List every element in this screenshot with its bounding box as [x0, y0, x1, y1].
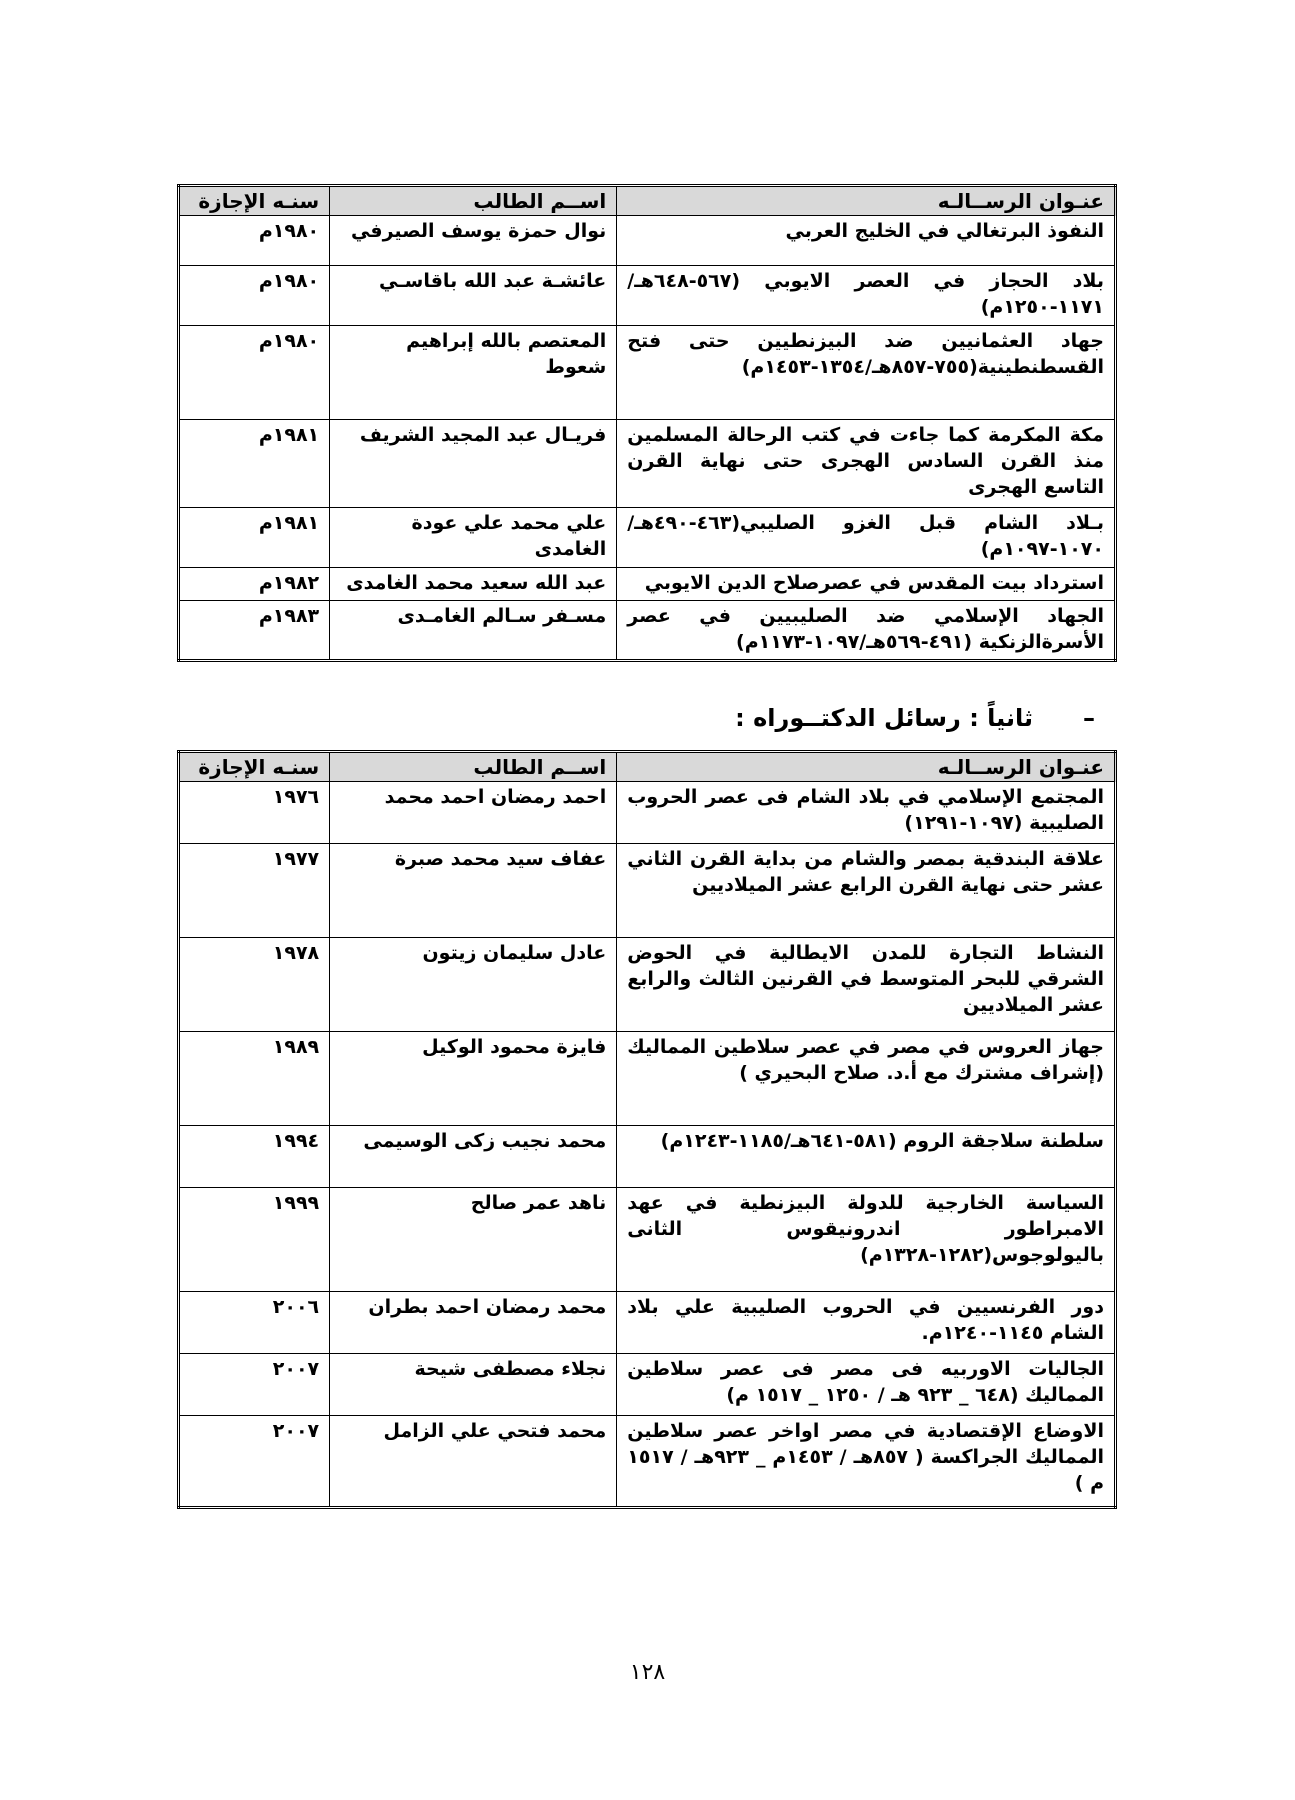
header-title: عنـوان الرســالـه: [617, 186, 1116, 216]
page-number: ١٢٨: [629, 1660, 666, 1685]
thesis-title: النشاط التجارة للمدن الايطالية في الحوض الشرقي للبحر المتوسط في القرنين الثالث والرابع عشر الميلاديين: [617, 938, 1116, 1032]
table-row: [179, 326, 1116, 420]
approval-year: ١٩٨٠م: [179, 216, 330, 266]
thesis-title: مكة المكرمة كما جاءت في كتب الرحالة المسلمين منذ القرن السادس الهجرى حتى نهاية القرن التاسع الهجرى: [617, 420, 1116, 508]
table-row: [179, 1292, 1116, 1354]
approval-year: ١٩٧٦: [179, 782, 330, 844]
thesis-title: دور الفرنسيين في الحروب الصليبية علي بلاد الشام ١١٤٥-١٢٤٠م.: [617, 1292, 1116, 1354]
table-row: [179, 844, 1116, 938]
heading-dash: –: [1083, 704, 1095, 732]
table-row: [179, 508, 1116, 568]
student-name: عادل سليمان زيتون: [330, 938, 617, 1032]
table-row: [179, 420, 1116, 508]
table-row: [179, 266, 1116, 326]
header-student: اســم الطالب: [330, 186, 617, 216]
student-name: عبد الله سعيد محمد الغامدى: [330, 568, 617, 601]
student-name: فريـال عبد المجيد الشريف: [330, 420, 617, 508]
header-year: سنـه الإجازة: [179, 752, 330, 782]
approval-year: ١٩٧٧: [179, 844, 330, 938]
thesis-title: جهاد العثمانيين ضد البيزنطيين حتى فتح القسطنطينية(٧٥٥-٨٥٧هـ/١٣٥٤-١٤٥٣م): [617, 326, 1116, 420]
header-student: اســم الطالب: [330, 752, 617, 782]
approval-year: ١٩٧٨: [179, 938, 330, 1032]
approval-year: ١٩٨٠م: [179, 266, 330, 326]
table-row: [179, 601, 1116, 661]
thesis-title: بلاد الحجاز في العصر الايوبي (٥٦٧-٦٤٨هـ/١١٧١-١٢٥٠م): [617, 266, 1116, 326]
student-name: ناهد عمر صالح: [330, 1188, 617, 1292]
thesis-title: المجتمع الإسلامي في بلاد الشام فى عصر الحروب الصليبية (١٠٩٧-١٢٩١): [617, 782, 1116, 844]
table-row: [179, 1032, 1116, 1126]
thesis-title: الجاليات الاوربيه فى مصر فى عصر سلاطين المماليك (٦٤٨ _ ٩٢٣ هـ / ١٢٥٠ _ ١٥١٧ م): [617, 1354, 1116, 1416]
student-name: نوال حمزة يوسف الصيرفي: [330, 216, 617, 266]
doctorate-theses-table: [177, 750, 1117, 1509]
approval-year: ١٩٩٩: [179, 1188, 330, 1292]
student-name: علي محمد علي عودة الغامدى: [330, 508, 617, 568]
approval-year: ١٩٨٣م: [179, 601, 330, 661]
approval-year: ١٩٨١م: [179, 508, 330, 568]
header-year: سنـه الإجازة: [179, 186, 330, 216]
table-row: [179, 216, 1116, 266]
header-title: عنـوان الرســالـه: [617, 752, 1116, 782]
table-row: [179, 1126, 1116, 1188]
table-header-row: [179, 186, 1116, 216]
thesis-title: علاقة البندقية بمصر والشام من بداية القرن الثاني عشر حتى نهاية القرن الرابع عشر الميلاديين: [617, 844, 1116, 938]
student-name: نجلاء مصطفى شيحة: [330, 1354, 617, 1416]
thesis-title: الجهاد الإسلامي ضد الصليبيين في عصر الأسرةالزنكية (٤٩١-٥٦٩هـ/١٠٩٧-١١٧٣م): [617, 601, 1116, 661]
masters-theses-table: [177, 184, 1117, 662]
table-row: [179, 938, 1116, 1032]
table-header-row: [179, 752, 1116, 782]
table-row: [179, 1354, 1116, 1416]
thesis-title: بـلاد الشام قبل الغزو الصليبي(٤٦٣-٤٩٠هـ/١٠٧٠-١٠٩٧م): [617, 508, 1116, 568]
thesis-title: جهاز العروس في مصر في عصر سلاطين المماليك (إشراف مشترك مع أ.د. صلاح البحيري ): [617, 1032, 1116, 1126]
thesis-title: سلطنة سلاجقة الروم (٥٨١-٦٤١هـ/١١٨٥-١٢٤٣م): [617, 1126, 1116, 1188]
doctorate-section-heading: [735, 704, 1095, 732]
approval-year: ١٩٩٤: [179, 1126, 330, 1188]
table-row: [179, 568, 1116, 601]
student-name: محمد رمضان احمد بطران: [330, 1292, 617, 1354]
table-row: [179, 1416, 1116, 1508]
student-name: المعتصم بالله إبراهيم شعوط: [330, 326, 617, 420]
approval-year: ١٩٨٩: [179, 1032, 330, 1126]
student-name: عائشـة عبد الله باقاسـي: [330, 266, 617, 326]
approval-year: ١٩٨٢م: [179, 568, 330, 601]
approval-year: ١٩٨١م: [179, 420, 330, 508]
approval-year: ٢٠٠٧: [179, 1354, 330, 1416]
student-name: محمد نجيب زكى الوسيمى: [330, 1126, 617, 1188]
student-name: عفاف سيد محمد صبرة: [330, 844, 617, 938]
approval-year: ٢٠٠٦: [179, 1292, 330, 1354]
approval-year: ٢٠٠٧: [179, 1416, 330, 1508]
table-row: [179, 782, 1116, 844]
thesis-title: الاوضاع الإقتصادية في مصر اواخر عصر سلاطين المماليك الجراكسة ( ٨٥٧هـ / ١٤٥٣م _ ٩٢٣هـ / ١٥١٧ م ): [617, 1416, 1116, 1508]
table-row: [179, 1188, 1116, 1292]
student-name: فايزة محمود الوكيل: [330, 1032, 617, 1126]
student-name: محمد فتحي علي الزامل: [330, 1416, 617, 1508]
thesis-title: السياسة الخارجية للدولة البيزنطية في عهد الامبراطور اندرونيقوس الثانى باليولوجوس(١٢٨٢-١٣٢٨م): [617, 1188, 1116, 1292]
heading-text: ثانياً : رسائل الدكتــوراه :: [735, 704, 1033, 732]
thesis-title: استرداد بيت المقدس في عصرصلاح الدين الايوبي: [617, 568, 1116, 601]
approval-year: ١٩٨٠م: [179, 326, 330, 420]
student-name: مسـفر سـالم الغامـدى: [330, 601, 617, 661]
student-name: احمد رمضان احمد محمد: [330, 782, 617, 844]
thesis-title: النفوذ البرتغالي في الخليج العربي: [617, 216, 1116, 266]
